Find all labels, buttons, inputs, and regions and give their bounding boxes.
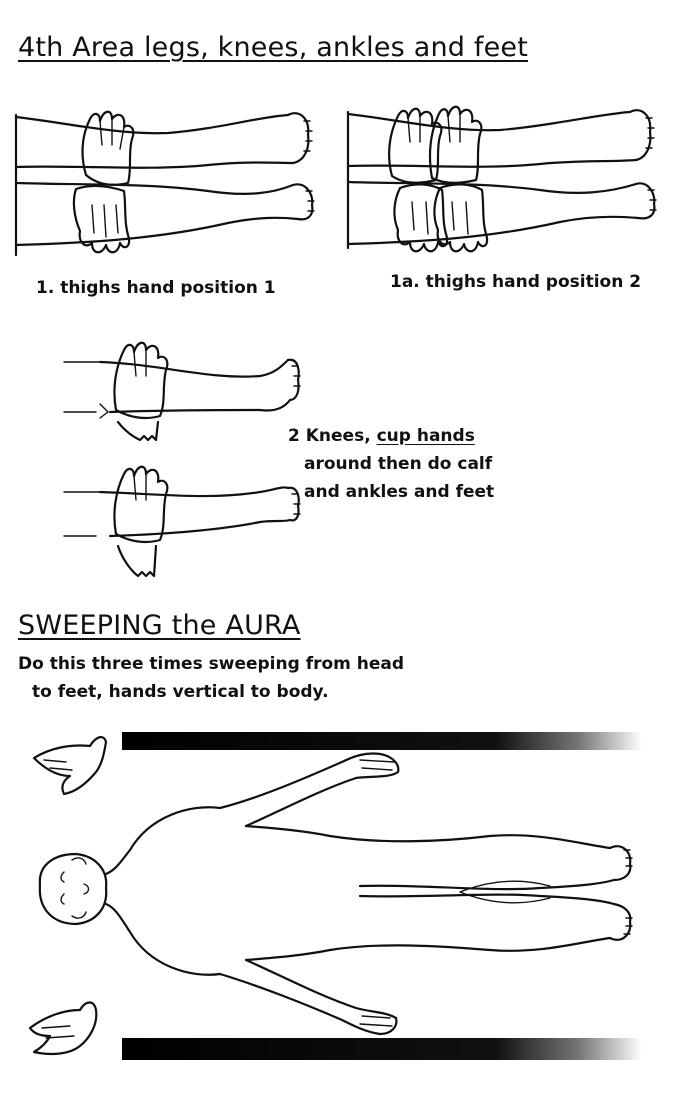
caption-knees-line3: and ankles and feet [304,482,495,502]
illustration-thighs-position-2 [340,98,660,258]
caption-knees-line2: around then do calf [304,454,493,474]
illustration-knees [60,340,310,585]
sweeping-instructions [18,650,404,706]
aura-bar-bottom [122,1038,642,1060]
sweeping-instruction-line1: Do this three times sweeping from head [18,654,405,674]
caption-thighs-position-1: 1. thighs hand position 1 [36,278,276,298]
illustration-sweeping-aura [20,720,650,1070]
sweeping-instruction-line2: to feet, hands vertical to body. [32,682,329,702]
aura-bar-top [122,732,642,750]
caption-knees [288,422,494,506]
section-heading-sweeping-aura: SWEEPING the AURA [18,610,301,641]
caption-knees-cup-hands: cup hands [376,426,475,446]
section-heading-legs: 4th Area legs, knees, ankles and feet [18,32,529,63]
illustration-thighs-position-1 [8,105,318,265]
caption-knees-prefix: 2 Knees, [288,426,377,446]
caption-thighs-position-2: 1a. thighs hand position 2 [390,272,642,292]
